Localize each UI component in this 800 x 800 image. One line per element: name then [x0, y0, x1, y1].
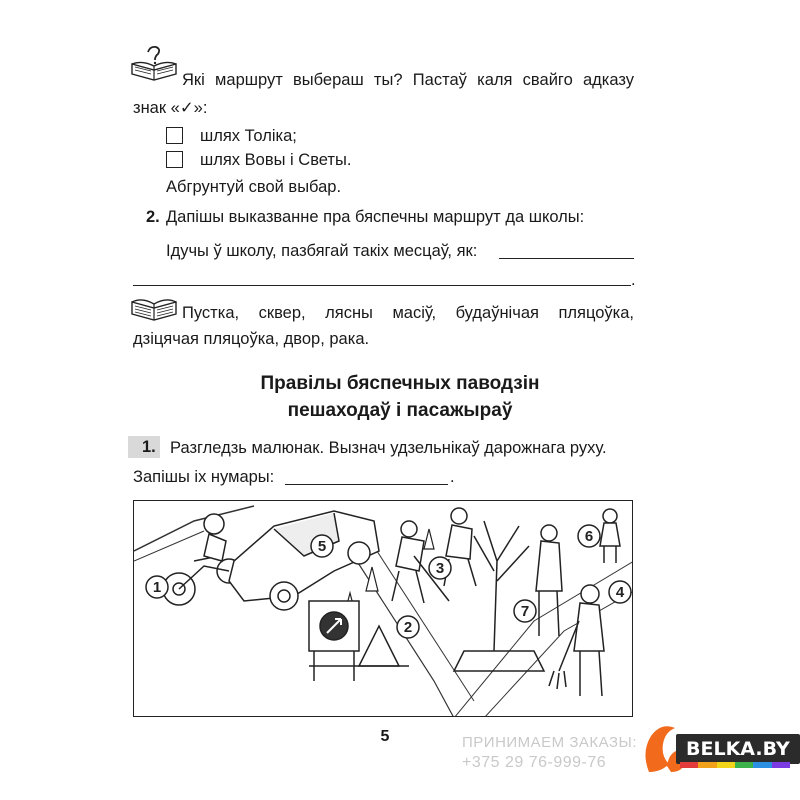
marker-6 — [578, 525, 600, 547]
question-line-2: знак «✓»: — [133, 99, 208, 117]
option-checkbox-vova-sveta[interactable] — [166, 151, 183, 168]
answer-line-end: . — [631, 271, 636, 289]
road-scene-drawing — [134, 501, 633, 717]
task2-text: Дапішы выказванне пра бяспечны маршрут да школы: — [166, 208, 585, 226]
svg-text:3: 3 — [435, 560, 445, 577]
road-scene-illustration — [133, 500, 633, 717]
road-workers — [392, 508, 476, 603]
road-signs — [309, 601, 409, 681]
reading-line-2: дзіцячая пляцоўка, двор, рака. — [133, 330, 370, 348]
svg-text:1: 1 — [152, 579, 162, 596]
motorcyclist-figure — [163, 514, 241, 605]
justify-prompt: Абгрунтуй свой выбар. — [166, 178, 342, 196]
answer-line-1[interactable] — [499, 258, 634, 259]
svg-text:4: 4 — [615, 584, 625, 601]
svg-text:2: 2 — [403, 619, 413, 636]
svg-text:5: 5 — [317, 538, 327, 555]
task1-answer-line[interactable] — [285, 484, 448, 485]
watermark-line-1: ПРИНИМАЕМ ЗАКАЗЫ: — [462, 734, 637, 751]
task1-line-end: . — [450, 468, 455, 486]
svg-text:6: 6 — [584, 528, 594, 545]
watermark-line-2: +375 29 76-999-76 — [462, 754, 607, 771]
task1-number: 1. — [128, 436, 160, 458]
lesson-title-line-1: Правілы бяспечных паводзін — [260, 373, 540, 394]
brand-color-stripe — [680, 762, 790, 768]
svg-text:7: 7 — [520, 603, 530, 620]
car-figure — [229, 511, 379, 610]
child-figure — [600, 509, 620, 563]
brand-label: BELKA.BY — [676, 734, 800, 764]
book-question-icon — [130, 44, 180, 86]
reading-line-1: Пустка, сквер, лясны масіў, будаўнічая пляцоўка, — [182, 304, 634, 322]
option-label-tolik: шлях Толіка; — [200, 127, 297, 145]
marker-5 — [311, 535, 333, 557]
marker-1 — [146, 576, 168, 598]
question-line-1: Які маршрут выбераш ты? Пастаў каля свайго адказу — [182, 71, 634, 89]
marker-7 — [514, 600, 536, 622]
option-checkbox-tolik[interactable] — [166, 127, 183, 144]
marker-4 — [609, 581, 631, 603]
pedestrian-figure — [536, 525, 562, 636]
lesson-title-line-2: пешаходаў і пасажыраў — [287, 400, 513, 421]
task2-number: 2. — [146, 208, 160, 226]
marker-3 — [429, 557, 451, 579]
marker-2 — [397, 616, 419, 638]
task2-sentence-start: Ідучы ў школу, пазбягай такіх месцаў, як: — [166, 242, 478, 260]
task1-text: Разгледзь малюнак. Вызнач удзельнікаў дарожнага руху. — [170, 439, 607, 457]
answer-line-2[interactable] — [133, 285, 631, 286]
task1-write-prompt: Запішы іх нумары: — [133, 468, 275, 486]
page-number: 5 — [380, 728, 390, 745]
open-book-icon — [130, 292, 180, 322]
option-label-vova-sveta: шлях Вовы і Светы. — [200, 151, 352, 169]
